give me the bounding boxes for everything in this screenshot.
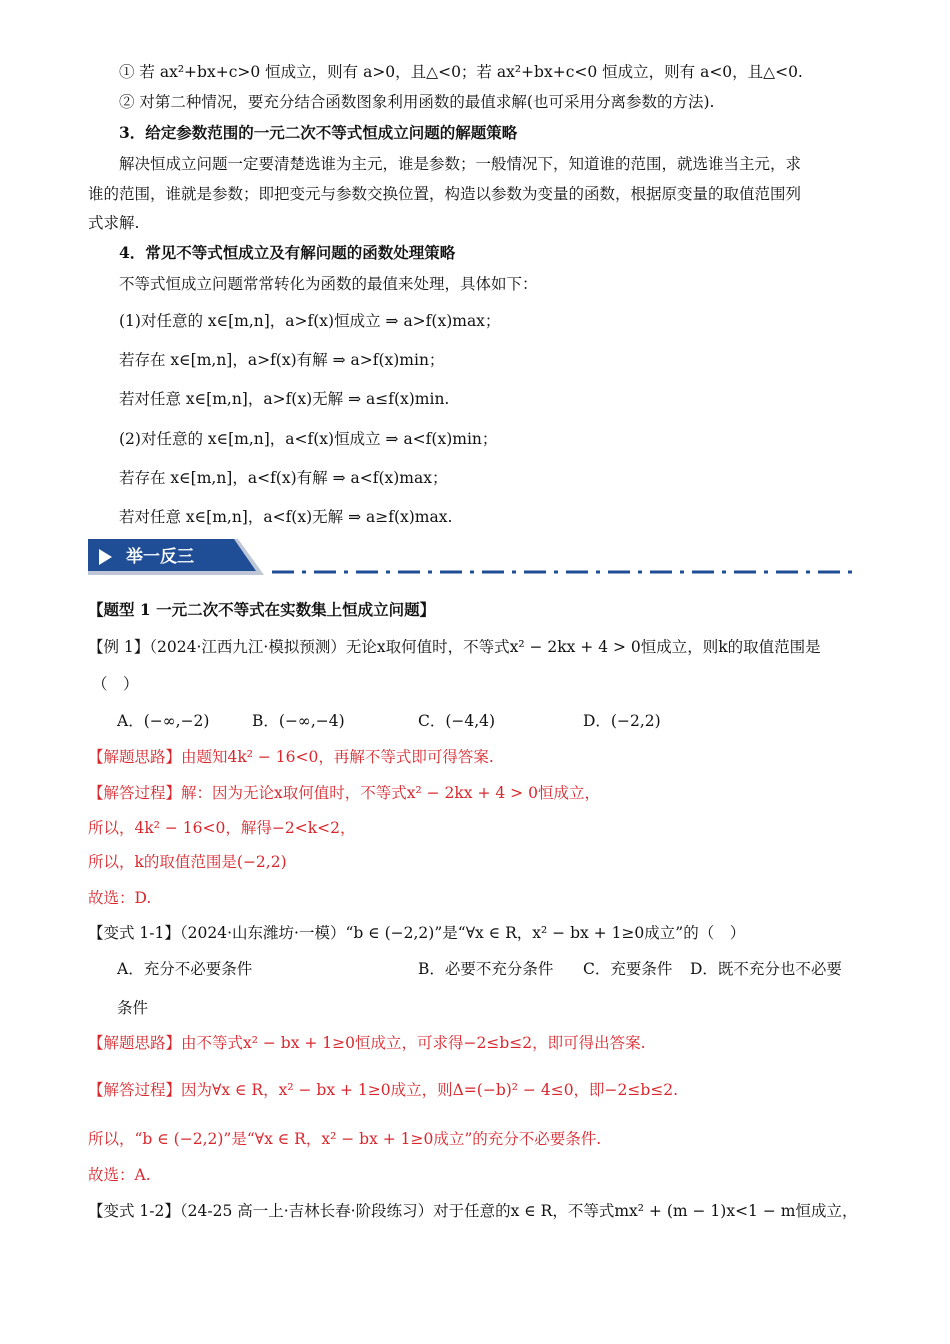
example-1-option-a: A．(−∞,−2) [117,712,210,730]
example-1-solution-2: 所以，4k² − 16<0，解得−2<k<2， [88,819,356,837]
play-arrow-icon [99,549,112,565]
paragraph-4: 不等式恒成立问题常常转化为函数的最值来处理，具体如下： [119,275,538,293]
strategy-rule-1: (1)对任意的 x∈[m,n]，a>f(x)恒成立 ⇒ a>f(x)max； [119,312,501,330]
variant-1-1-option-b: B．必要不充分条件 [418,960,554,978]
variant-1-1-option-a: A．充分不必要条件 [117,960,253,978]
variant-1-1-option-c: C．充要条件 [583,960,673,978]
question-type-title: 【题型 1 一元二次不等式在实数集上恒成立问题】 [88,600,436,619]
example-1-option-d: D．(−2,2) [583,712,661,730]
example-1-solution-1: 【解答过程】解：因为无论x取何值时，不等式x² − 2kx + 4 > 0恒成立， [88,784,600,802]
banner-label: 举一反三 [126,547,194,567]
example-1-question: 【例 1】（2024·江西九江·模拟预测）无论x取何值时，不等式x² − 2kx + 4 > 0恒成立，则k的取值范围是 [88,638,821,656]
example-1-idea: 【解题思路】由题知4k² − 16<0，再解不等式即可得答案. [88,748,494,766]
strategy-rule-5: 若存在 x∈[m,n]，a<f(x)有解 ⇒ a<f(x)max； [119,469,448,487]
variant-1-1-question: 【变式 1-1】（2024·山东潍坊·一模）“b ∈ (−2,2)”是“∀x ∈ R，x² − bx + 1≥0成立”的（ ） [88,924,746,942]
section-heading-3: 3．给定参数范围的一元二次不等式恒成立问题的解题策略 [119,123,518,142]
variant-1-1-option-d: D．既不充分也不必要 [690,960,842,978]
rule-line-2: ② 对第二种情况，要充分结合函数图象利用函数的最值求解(也可采用分离参数的方法). [119,93,715,111]
paragraph-3-line-2: 谁的范围，谁就是参数；即把变元与参数交换位置，构造以参数为变量的函数，根据原变量的取值范围列 [88,185,802,203]
example-1-answer: 故选：D. [88,889,152,907]
paragraph-3-line-1: 解决恒成立问题一定要清楚选谁为主元，谁是参数；一般情况下，知道谁的范围，就选谁当主元，求 [119,155,802,173]
example-1-blank: （ ） [92,675,139,693]
section-heading-4: 4．常见不等式恒成立及有解问题的函数处理策略 [119,243,456,262]
strategy-rule-6: 若对任意 x∈[m,n]，a<f(x)无解 ⇒ a≥f(x)max. [119,508,453,526]
variant-1-1-answer: 故选：A. [88,1166,151,1184]
example-1-option-b: B．(−∞,−4) [252,712,345,730]
variant-1-2-question: 【变式 1-2】（24-25 高一上·吉林长春·阶段练习）对于任意的x ∈ R，不等式mx² + (m − 1)x<1 − m恒成立， [88,1202,858,1220]
strategy-rule-2: 若存在 x∈[m,n]，a>f(x)有解 ⇒ a>f(x)min； [119,351,445,369]
rule-line-1: ① 若 ax²+bx+c>0 恒成立，则有 a>0，且△<0；若 ax²+bx+c<0 恒成立，则有 a<0，且△<0. [119,63,803,81]
variant-1-1-solution-2: 所以，“b ∈ (−2,2)”是“∀x ∈ R，x² − bx + 1≥0成立”的充分不必要条件. [88,1130,602,1148]
strategy-rule-4: (2)对任意的 x∈[m,n]，a<f(x)恒成立 ⇒ a<f(x)min； [119,430,498,448]
variant-1-1-idea: 【解题思路】由不等式x² − bx + 1≥0恒成立，可求得−2≤b≤2，即可得出答案. [88,1034,646,1052]
variant-1-1-solution-1: 【解答过程】因为∀x ∈ R，x² − bx + 1≥0成立，则Δ=(−b)² − 4≤0，即−2≤b≤2. [88,1081,679,1099]
variant-1-1-option-d-cont: 条件 [117,999,149,1017]
paragraph-3-line-3: 式求解. [88,214,140,232]
dash-dot-divider [272,570,860,574]
strategy-rule-3: 若对任意 x∈[m,n]，a>f(x)无解 ⇒ a≤f(x)min. [119,390,450,408]
example-1-option-c: C．(−4,4) [418,712,496,730]
example-1-solution-3: 所以，k的取值范围是(−2,2) [88,853,287,871]
